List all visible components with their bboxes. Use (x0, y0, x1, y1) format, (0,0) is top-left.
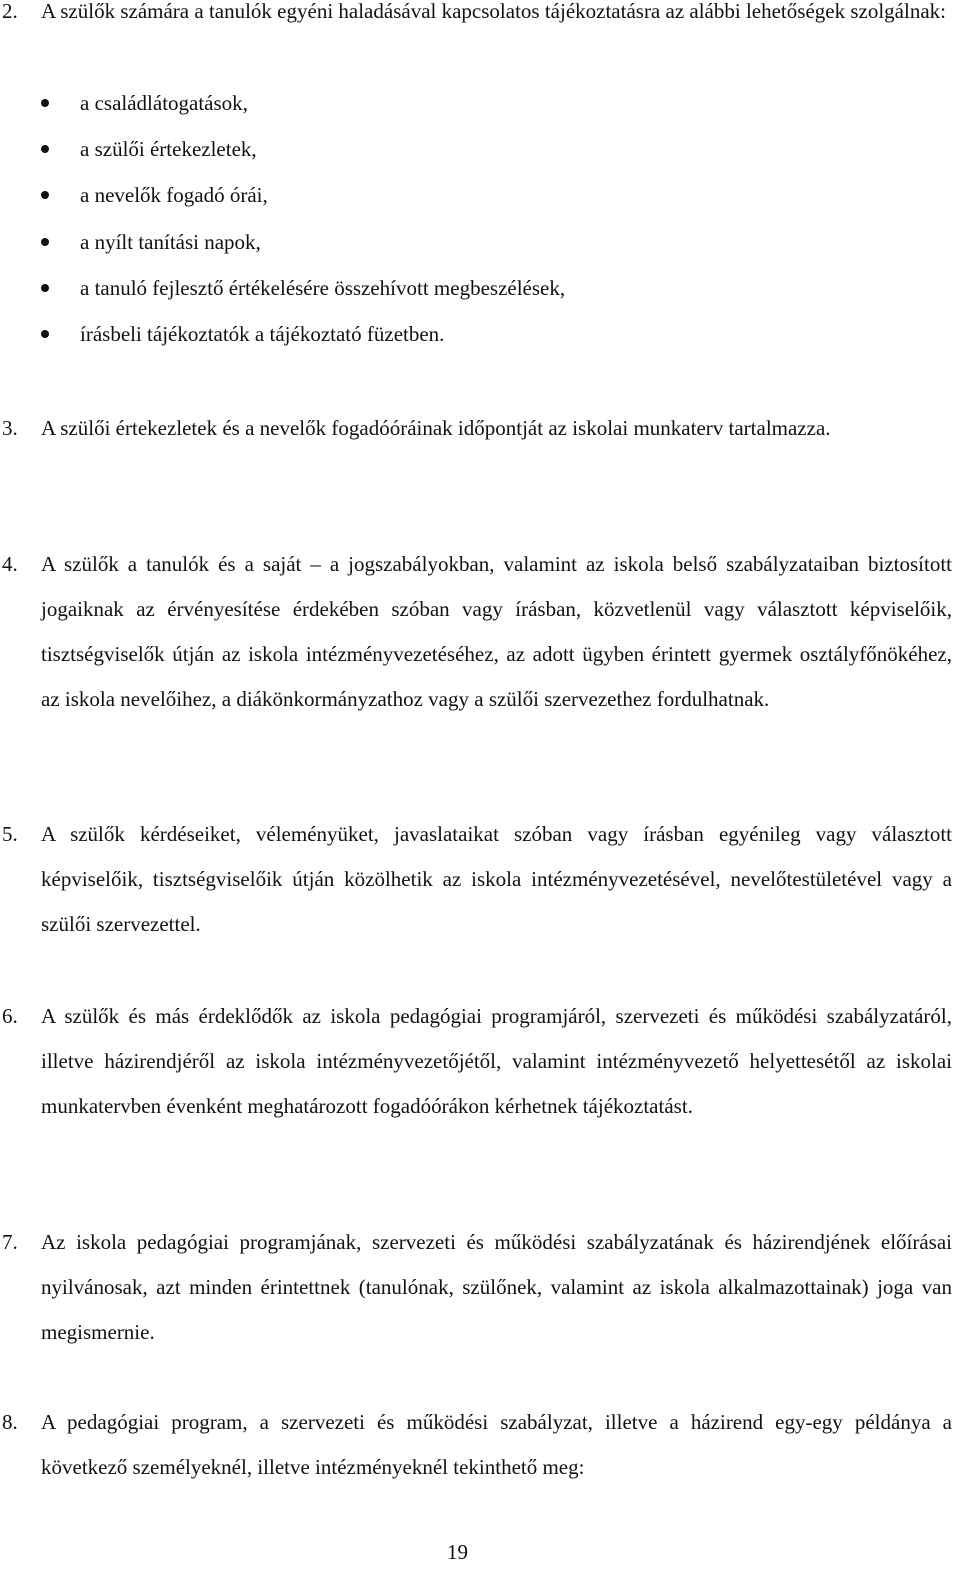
paragraph-text: A szülők a tanulók és a saját – a jogszabályokban, valamint az iskola belső szabályzataiban biztosított jogaiknak az érvényesítése érdekében szóban vagy írásban, közvetlenül vagy választott képviselőik, tisztségviselők útján az iskola intézményvezetéséhez, az adott ügyben érintett gyermek osztályfőnökéhez, az iskola nevelőihez, a diákönkormányzathoz vagy a szülői szervezethez fordulhatnak. (41, 552, 952, 711)
bullet-icon (41, 238, 49, 246)
list-item (0, 311, 952, 357)
paragraph-text: A pedagógiai program, a szervezeti és működési szabályzat, illetve a házirend egy-egy példánya a következő személyeknél, illetve intézményeknél tekinthető meg: (41, 1410, 952, 1479)
list-item-text: írásbeli tájékoztatók a tájékoztató füzetben. (80, 321, 445, 346)
paragraph-5 (0, 812, 952, 947)
list-item-text: a nevelők fogadó órái, (80, 183, 268, 208)
paragraph-number: 4. (2, 552, 18, 576)
paragraph-3 (0, 406, 952, 451)
list-item-text: a szülői értekezletek, (80, 137, 257, 162)
list-item (0, 265, 952, 311)
paragraph-text: Az iskola pedagógiai programjának, szervezeti és működési szabályzatának és házirendjének előírásai nyilvánosak, azt minden érintettnek (tanulónak, szülőnek, valamint az iskola alkalmazottainak) joga van megismernie. (41, 1230, 952, 1344)
paragraph-6 (0, 994, 952, 1129)
bullet-icon (41, 330, 49, 338)
list-item (0, 126, 952, 172)
paragraph-number: 3. (2, 416, 18, 440)
paragraph-text: A szülők kérdéseiket, véleményüket, javaslataikat szóban vagy írásban egyénileg vagy választott képviselőik, tisztségviselőik útján közölhetik az iskola intézményvezetésével, nevelőtestületével vagy a szülői szervezettel. (41, 822, 952, 936)
list-item (0, 219, 952, 265)
paragraph-7 (0, 1220, 952, 1355)
bullet-icon (41, 284, 49, 292)
paragraph-number: 8. (2, 1410, 18, 1434)
bullet-icon (41, 145, 49, 153)
paragraph-8 (0, 1400, 952, 1490)
list-item-text: a tanuló fejlesztő értékelésére összehívott megbeszélések, (80, 275, 566, 300)
paragraph-number: 6. (2, 1004, 18, 1028)
paragraph-text: A szülők és más érdeklődők az iskola pedagógiai programjáról, szervezeti és működési szabályzatáról, illetve házirendjéről az iskola intézményvezetőjétől, valamint intézményvezető helyettesétől az iskolai munkatervben évenként meghatározott fogadóórákon kérhetnek tájékoztatást. (41, 1004, 952, 1118)
paragraph-4 (0, 542, 952, 722)
paragraph-number: 5. (2, 822, 18, 846)
list-item-text: a nyílt tanítási napok, (80, 229, 261, 254)
bullet-icon (41, 191, 49, 199)
list-item (0, 80, 952, 126)
paragraph-text: A szülők számára a tanulók egyéni haladásával kapcsolatos tájékoztatásra az alábbi lehetőségek szolgálnak: (41, 0, 946, 23)
paragraph-text: A szülői értekezletek és a nevelők fogadóóráinak időpontját az iskolai munkaterv tartalmazza. (41, 416, 831, 440)
bullet-icon (41, 99, 49, 107)
paragraph-number: 2. (2, 0, 18, 23)
list-item (0, 172, 952, 218)
list-item-text: a családlátogatások, (80, 91, 248, 115)
page-number: 19 (447, 1540, 468, 1564)
paragraph-2 (0, 0, 952, 34)
bullet-list (0, 80, 952, 357)
paragraph-number: 7. (2, 1230, 18, 1254)
